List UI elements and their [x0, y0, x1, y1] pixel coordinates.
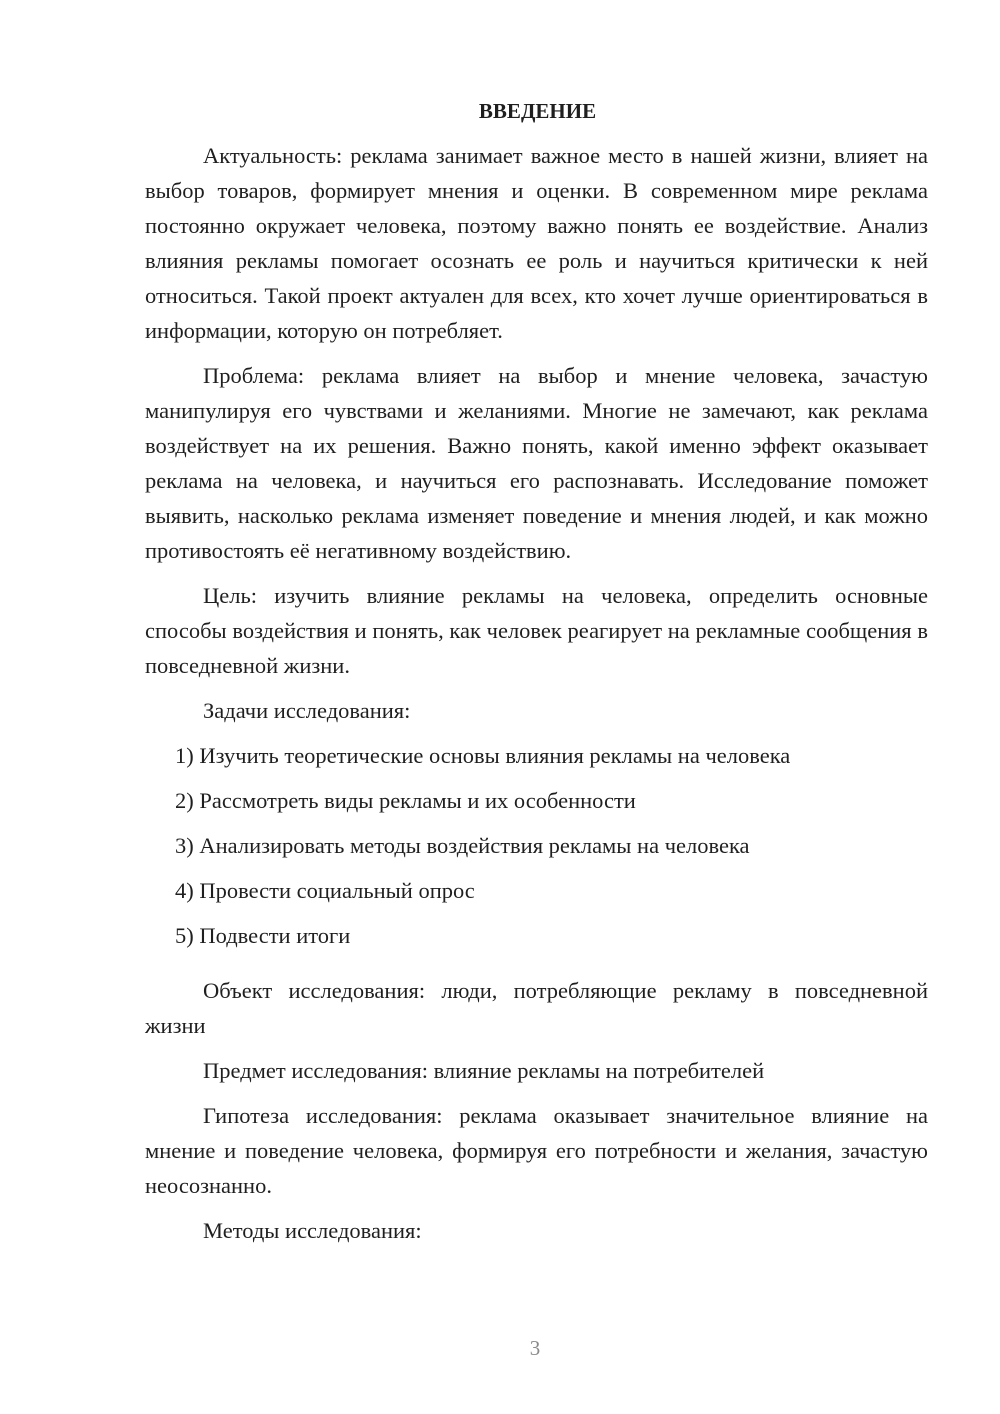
object-paragraph: Объект исследования: люди, потребляющие рекламу в повседневной жизни [145, 978, 928, 1038]
tasks-list [145, 738, 928, 963]
problem-paragraph: Проблема: реклама влияет на выбор и мнение человека, зачастую манипулируя его чувствами и желаниями. Многие не замечают, как реклама воздействует на их решения. Важно понять, какой именно эффект оказывает реклама на человека, и научиться его распознавать. Исследование поможет выявить, насколько реклама изменяет поведение и мнения людей, и как можно противостоять её негативному воздействию. [145, 363, 928, 563]
page-title: ВВЕДЕНИЕ [478, 99, 597, 123]
goal-paragraph: Цель: изучить влияние рекламы на человека, определить основные способы воздействия и понять, как человек реагирует на рекламные сообщения в повседневной жизни. [145, 583, 928, 678]
task-item: 4) Провести социальный опрос [175, 878, 475, 903]
relevance-paragraph: Актуальность: реклама занимает важное место в нашей жизни, влияет на выбор товаров, формирует мнения и оценки. В современном мире реклама постоянно окружает человека, поэтому важно понять ее воздействие. Анализ влияния рекламы помогает осознать ее роль и научиться критически к ней относиться. Такой проект актуален для всех, кто хочет лучше ориентироваться в информации, которую он потребляет. [145, 143, 928, 343]
tasks-heading: Задачи исследования: [203, 698, 411, 723]
task-item: 1) Изучить теоретические основы влияния рекламы на человека [175, 743, 791, 768]
task-item: 3) Анализировать методы воздействия рекламы на человека [175, 833, 750, 858]
hypothesis-paragraph: Гипотеза исследования: реклама оказывает значительное влияние на мнение и поведение человека, формируя его потребности и желания, зачастую неосознанно. [145, 1103, 928, 1198]
subject-paragraph: Предмет исследования: влияние рекламы на потребителей [203, 1058, 765, 1083]
task-item: 2) Рассмотреть виды рекламы и их особенности [175, 788, 636, 813]
page-number: 3 [529, 1336, 541, 1360]
task-item: 5) Подвести итоги [175, 923, 351, 948]
page-content [145, 96, 928, 1258]
methods-heading: Методы исследования: [203, 1218, 422, 1243]
